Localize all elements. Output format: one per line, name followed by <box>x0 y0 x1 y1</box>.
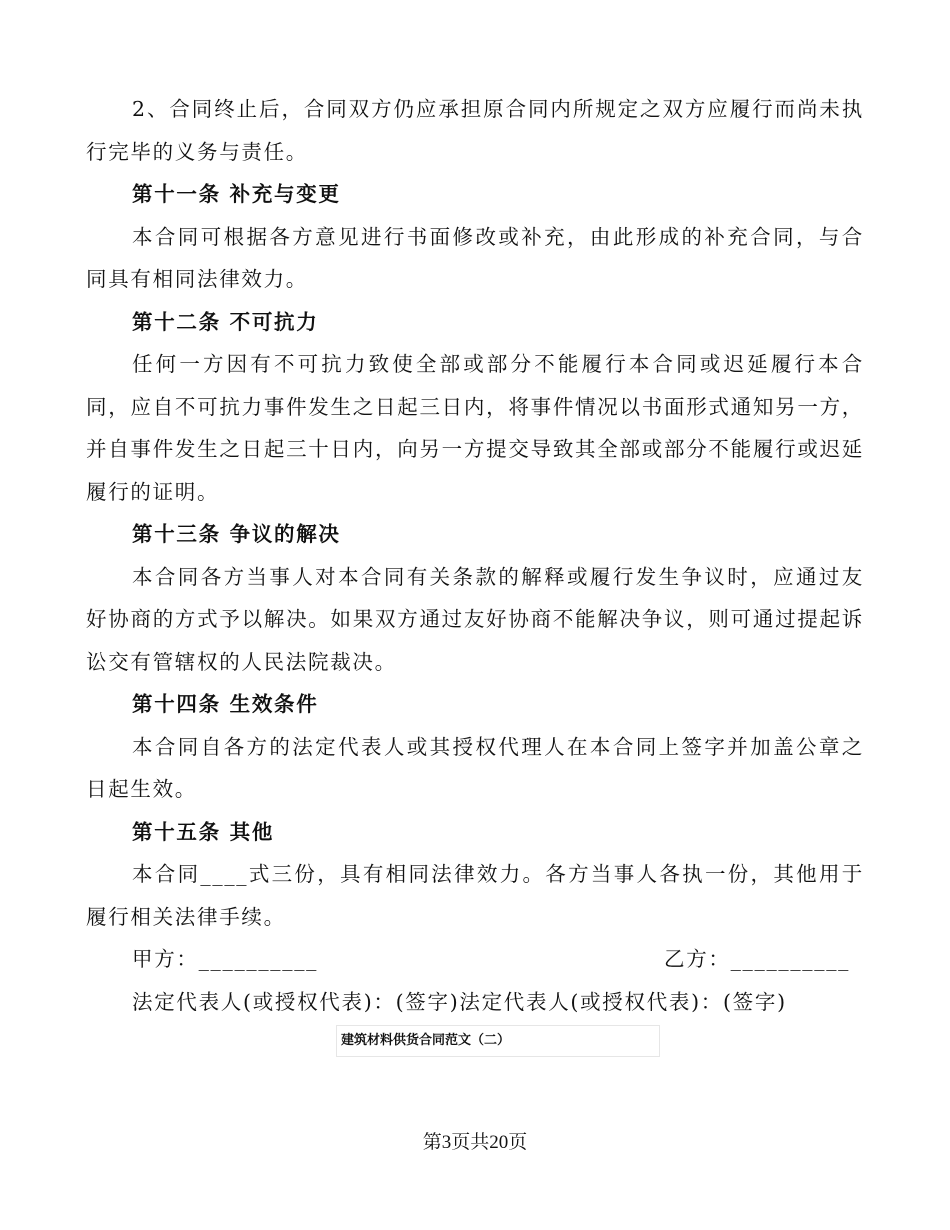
heading-article-12: 第十二条 不可抗力 <box>132 309 319 334</box>
paragraph-article-15: 本合同____式三份，具有相同法律效力。各方当事人各执一份，其他用于履行相关法律手续。 <box>86 862 864 929</box>
signature-row <box>86 938 864 981</box>
paragraph-article-11: 本合同可根据各方意见进行书面修改或补充，由此形成的补充合同，与合同具有相同法律效力。 <box>86 224 864 291</box>
heading-article-15: 第十五条 其他 <box>132 819 275 844</box>
paragraph-article-13: 本合同各方当事人对本合同有关条款的解释或履行发生争议时，应通过友好协商的方式予以解决。如果双方通过友好协商不能解决争议，则可通过提起诉讼交有管辖权的人民法院裁决。 <box>86 564 864 674</box>
heading-article-13: 第十三条 争议的解决 <box>132 522 341 546</box>
party-b-signature: 乙方：__________ <box>664 947 851 971</box>
document-body <box>86 88 864 1023</box>
paragraph-article-14: 本合同自各方的法定代表人或其授权代理人在本合同上签字并加盖公章之日起生效。 <box>86 734 864 801</box>
representatives-signature-line: 法定代表人(或授权代表)：(签字)法定代表人(或授权代表)：(签字) <box>132 989 787 1014</box>
heading-article-11: 第十一条 补充与变更 <box>132 182 341 206</box>
party-a-signature: 甲方：__________ <box>132 947 319 971</box>
paragraph-article-12: 任何一方因有不可抗力致使全部或部分不能履行本合同或迟延履行本合同，应自不可抗力事件发生之日起三日内，将事件情况以书面形式通知另一方，并自事件发生之日起三十日内，向另一方提交导致其全部或部分不能履行或迟延履行的证明。 <box>86 352 864 504</box>
page-number-footer: 第3页共20页 <box>422 1132 528 1153</box>
heading-article-14: 第十四条 生效条件 <box>132 692 319 716</box>
paragraph-termination-obligations: 2、合同终止后，合同双方仍应承担原合同内所规定之双方应履行而尚未执行完毕的义务与责任。 <box>86 97 864 164</box>
next-section-title: 建筑材料供货合同范文（二） <box>336 1025 660 1057</box>
